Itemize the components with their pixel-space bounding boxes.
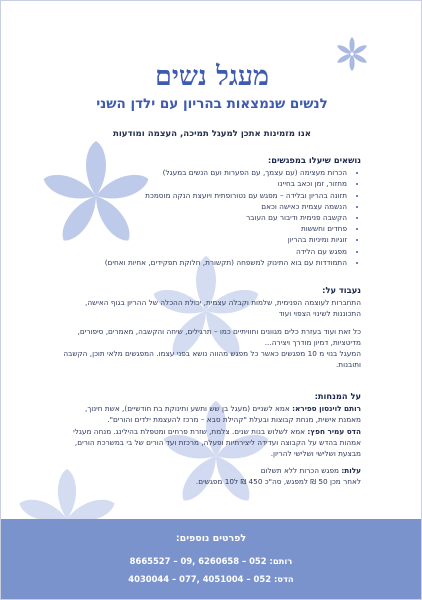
facilitator-hadas-name: הדס עמיר חפץ:: [307, 426, 361, 436]
facilitator-ruth: [61, 403, 361, 425]
cost-line: [61, 465, 361, 476]
contact-hadas-label: הדס:: [273, 574, 294, 584]
list-item: • הנשמה עצמית כאישה וכאם: [61, 201, 347, 212]
work-section: [61, 285, 361, 370]
topics-list: [61, 167, 361, 268]
work-paragraph-2: כל זאת ועוד בעזרת כלים מגוונים וחוויתיים כמו – תרגילים, שיחה והקשבה, מאמרים, סיפורים, מדיטציות, דמיון מודרך ויצירה...: [77, 326, 361, 347]
list-item: • הכרות מעצימה (עם עצמך, עם הפערות ועם הנשים במעגל): [61, 167, 347, 178]
work-paragraph-1: התחברות לעוצמה הפנימית, שלמות וקבלה עצמית, יכולת ההכלה של ההריון בגוף האישה, התכוננות לשינוי הצפוי ועוד: [85, 298, 361, 319]
work-heading: נעבוד על:: [322, 285, 361, 295]
facilitators-heading: על המנחות:: [314, 391, 361, 401]
list-item: • מפגש עם הלידה: [61, 246, 347, 257]
list-item: • זוגיות ומיניות בהריון: [61, 234, 347, 245]
invitation-line: אנו מזמינות אתכן למעגל תמיכה, העצמה ומודעות: [112, 129, 312, 139]
page-subtitle: לנשים שנמצאות בהריון עם ילדן השני: [96, 96, 328, 112]
list-item: • תזונה בהריון ובלידה – מפגש עם נטורופתית ויועצת הנקה מוסמכת: [61, 190, 347, 201]
facilitators-section: [61, 391, 361, 488]
list-item: • התמודדות עם בוא התינוק למשפחה (תקשורת, חלוקת תפקידים, אחיות ואחים): [61, 257, 347, 268]
contact-footer: [1, 519, 421, 599]
contact-hadas: [1, 574, 421, 584]
cost-text: מפגש הכרות ללא תשלום: [260, 466, 339, 476]
topics-heading: נושאים שיעלו במפגשים:: [267, 155, 361, 165]
topics-section: [61, 155, 361, 268]
contact-ruth-phones[interactable]: 052 – 6260658 ,09 – 8665527: [129, 556, 267, 566]
facilitator-ruth-bio: אמא לשניים (מעגל בן שש ותשע ותינוקת בת חודשיים), אשת חינוך, מאמנת אישית, מנחת קבוצות ובעלת "קהילת סבא – מרכז להעצמת ילדים והורים".: [85, 404, 361, 425]
list-item: • הקשבה פנימית ודיבור עם העובר: [61, 212, 347, 223]
contact-ruth: [1, 556, 421, 566]
contact-ruth-label: רותם:: [269, 556, 293, 566]
facilitator-hadas: [61, 426, 361, 460]
work-paragraph-3: המעגל בנוי מ 10 מפגשים כאשר כל מפגש מהווה נושא בפני עצמו. המפגשים מלאי תוכן, הקשבה ותובנות.: [63, 349, 361, 370]
cost-details: לאחר מכן 50 ₪ למפגש, סה"כ 450 ₪ ל10 מפגשים.: [195, 477, 361, 487]
facilitator-ruth-name: רותם לוינסון ספירא:: [292, 404, 361, 414]
list-item: • פחדים וחששות: [61, 223, 347, 234]
facilitator-hadas-bio: אמא לשלוש בנות שנים. צלמת, שזרת פרחים ומטפלת בהילינג. מנחה מעגלי אמהות בהדש על הקבוצה ועדידה ליצירתיות ופעלה, מרכזת ועד הורים של בי במשרכת הורים, מבצעת ושלישי ושלישי להריון.: [73, 426, 361, 459]
list-item: • מחזור, זמן וכאב בחיינו: [61, 178, 347, 189]
contact-heading: לפרטים נוספים:: [175, 533, 247, 544]
cost-label: עלות:: [341, 466, 361, 476]
contact-hadas-phones[interactable]: 052 – 4051004 ,077 – 4030044: [128, 574, 272, 584]
page-title: מעגל נשים: [154, 61, 270, 92]
